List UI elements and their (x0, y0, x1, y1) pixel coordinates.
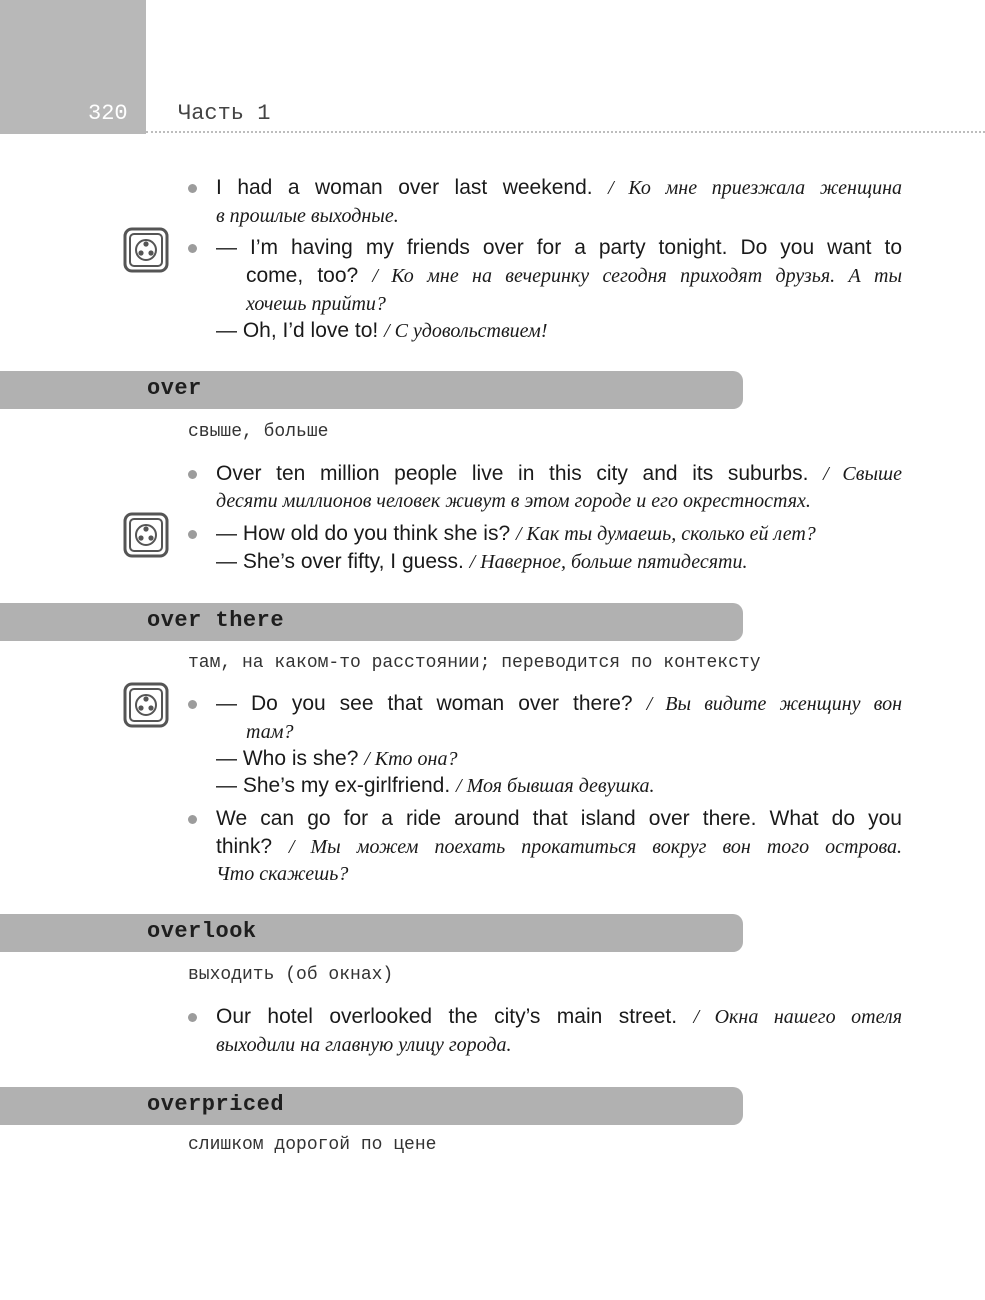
example-line: Over ten million people live in this city and its suburbs. / Свыше (216, 462, 902, 485)
dialog-line: — I’m having my friends over for a party tonight. Do you want to (216, 236, 902, 259)
example-line: We can go for a ride around that island over there. What do you (216, 807, 902, 830)
dialog-line: — How old do you think she is? / Как ты думаешь, сколько ей лет? (216, 522, 816, 545)
entry-gloss: свыше, больше (188, 422, 329, 442)
entry-header-over (0, 371, 743, 409)
bullet-dot (188, 244, 197, 253)
entry-gloss: слишком дорогой по цене (188, 1135, 437, 1155)
entry-gloss: там, на каком-то расстоянии; переводится по контексту (188, 653, 761, 673)
dialog-line: хочешь прийти? (246, 293, 386, 315)
bullet-dot (188, 1013, 197, 1022)
dialog-icon (123, 682, 169, 728)
example-line: Our hotel overlooked the city’s main street. / Окна нашего отеля (216, 1005, 902, 1028)
entry-header-overlook (0, 914, 743, 952)
example-line: Что скажешь? (216, 863, 349, 885)
dialog-line: — She’s my ex-girlfriend. / Моя бывшая девушка. (216, 774, 655, 797)
entry-term: over there (147, 608, 285, 633)
entry-header-overpriced (0, 1087, 743, 1125)
example-line: think? / Мы можем поехать прокатиться вокруг вон того острова. (216, 835, 902, 858)
bullet-dot (188, 530, 197, 539)
dialog-line: там? (246, 721, 294, 743)
bullet-dot (188, 815, 197, 824)
dialog-line: — Who is she? / Кто она? (216, 747, 458, 770)
entry-gloss: выходить (об окнах) (188, 965, 394, 985)
entry-term: overpriced (147, 1092, 285, 1117)
dialog-icon (123, 227, 169, 273)
dialog-line: — Oh, I’d love to! / С удовольствием! (216, 319, 548, 342)
dialog-line: — She’s over fifty, I guess. / Наверное, больше пятидесяти. (216, 550, 748, 573)
dialog-icon (123, 512, 169, 558)
entry-header-over-there (0, 603, 743, 641)
example-line: выходили на главную улицу города. (216, 1034, 512, 1056)
dialog-line: — Do you see that woman over there? / Вы видите женщину вон (216, 692, 903, 715)
page-number: 320 (88, 101, 128, 126)
example-line: I had a woman over last weekend. / Ко мне приезжала женщина (216, 176, 902, 199)
bullet-dot (188, 184, 197, 193)
example-line: в прошлые выходные. (216, 205, 399, 227)
bullet-dot (188, 700, 197, 709)
dialog-line: come, too? / Ко мне на вечеринку сегодня приходят друзья. А ты (246, 264, 902, 287)
header-dotted-rule (146, 131, 985, 133)
bullet-dot (188, 470, 197, 479)
example-line: десяти миллионов человек живут в этом городе и его окрестностях. (216, 490, 811, 512)
entry-term: overlook (147, 919, 257, 944)
entry-term: over (147, 376, 202, 401)
running-header: Часть 1 (178, 101, 271, 126)
